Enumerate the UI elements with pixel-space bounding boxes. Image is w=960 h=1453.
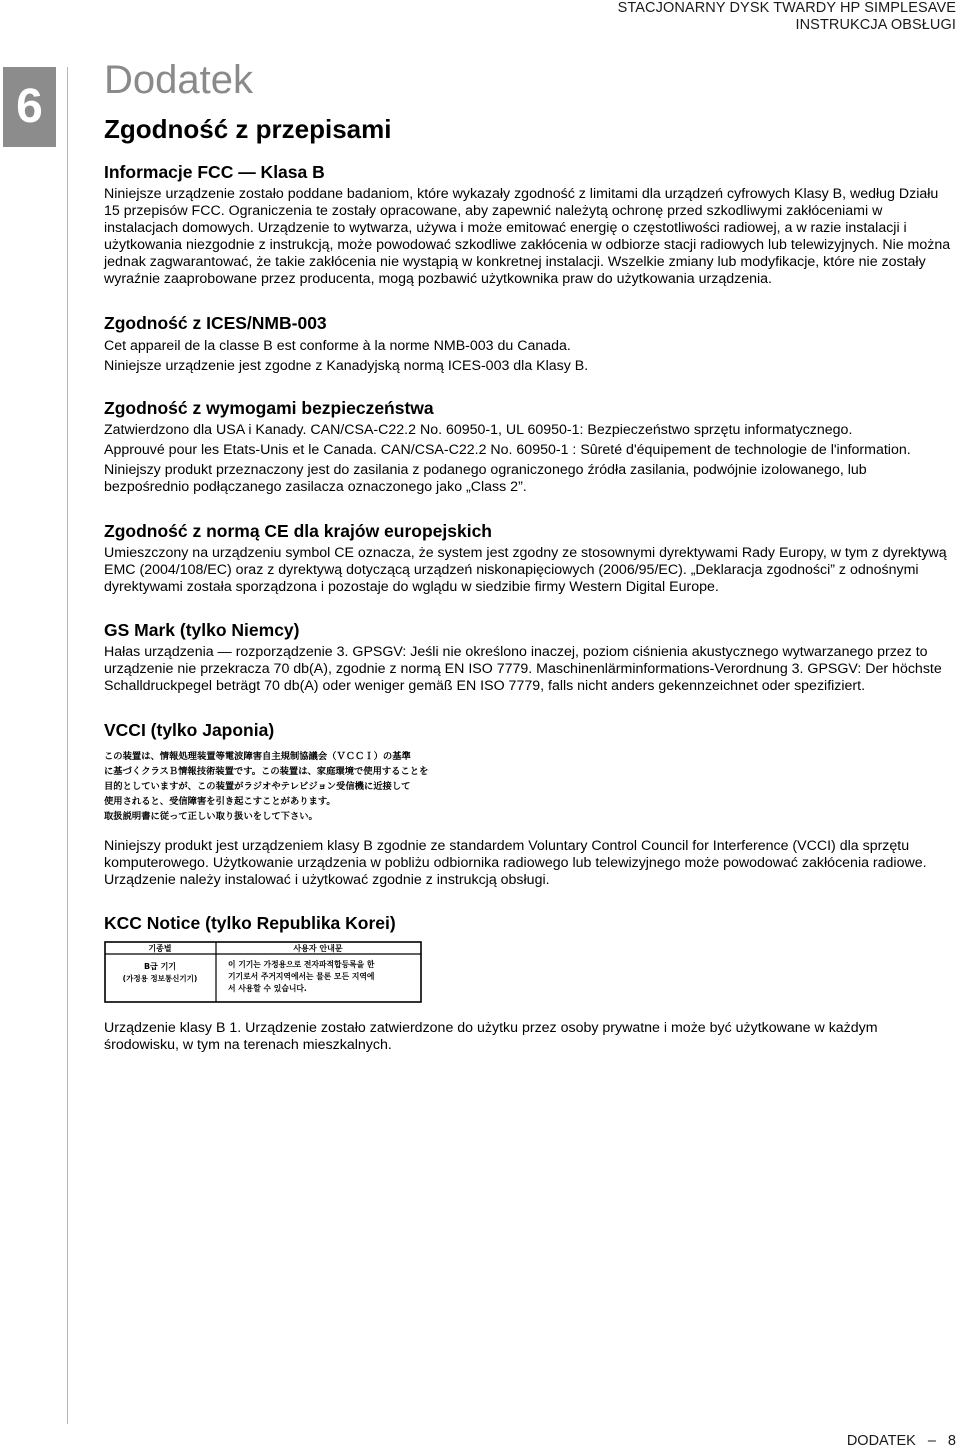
vcci-line-4: 使用されると、受信障害を引き起こすことがあります。 xyxy=(104,796,336,807)
safety-paragraph-3: Niniejszy produkt przeznaczony jest do zasilania z podanego ograniczonego źródła zasilania, podwójnie izolowanego, lub bezpośrednio podłączanego zasilacza oznaczonego jako „Class 2”. xyxy=(104,462,867,495)
running-footer xyxy=(847,1433,960,1450)
kcc-notice-line-3: 서 사용할 수 있습니다. xyxy=(228,984,307,993)
kcc-paragraph: Urządzenie klasy B 1. Urządzenie zostało zatwierdzone do użytku przez osoby prywatne i może być użytkowane w każdym środowisku, w tym na terenach mieszkalnych. xyxy=(104,1020,878,1053)
vcci-line-1: この装置は、情報処理装置等電波障害自主規制協議会（ＶＣＣＩ）の基準 xyxy=(104,751,411,762)
kcc-col-header-1: 기종별 xyxy=(148,944,172,953)
chapter-title: Dodatek xyxy=(104,58,253,102)
kcc-notice-table xyxy=(104,941,954,1008)
chapter-number-tab xyxy=(3,67,56,147)
ices-paragraph-fr: Cet appareil de la classe B est conforme à la norme NMB-003 du Canada. xyxy=(104,338,571,354)
running-header xyxy=(618,0,956,34)
gs-paragraph: Hałas urządzenia — rozporządzenie 3. GPSGV: Jeśli nie określono inaczej, poziom ciśnienia akustycznego wytwarzanego przez to urządzenie nie przekracza 70 db(A), zgodnie z normą EN ISO 7779. Maschinenlärminformations-Verordnung 3. GPSGV: Der höchste Schalldruckpegel beträgt 70 db(A) oder weniger gemäß EN ISO 7779, falls nicht anders gekennzeichnet oder spezifiziert. xyxy=(104,644,942,694)
fcc-paragraph: Niniejsze urządzenie zostało poddane badaniom, które wykazały zgodność z limitami dla urządzeń cyfrowych Klasy B, według Działu 15 przepisów FCC. Ograniczenia te zostały opracowane, aby zapewnić należytą ochronę przed szkodliwymi zakłóceniami w instalacjach domowych. Urządzenie to wytwarza, używa i może emitować energię o częstotliwości radiowej, a w razie instalacji i użytkowania niezgodnie z instrukcją, może powodować szkodliwe zakłócenia w odbiorze stacji radiowych lub telewizyjnych. Nie można jednak zagwarantować, że takie zakłócenia nie wystąpią w konkretnej instalacji. Wszelkie zmiany lub modyfikacje, które nie zostały wyraźnie zaaprobowane przez producenta, mogą pozbawić użytkownika praw do użytkowania urządzenia. xyxy=(104,186,951,287)
vcci-line-5: 取扱説明書に従って正しい取り扱いをして下さい。 xyxy=(104,811,318,822)
vcci-heading: VCCI (tylko Japonia) xyxy=(104,720,275,740)
ices-heading: Zgodność z ICES/NMB-003 xyxy=(104,313,327,333)
vcci-line-2: に基づくクラスＢ情報技術装置です。この装置は、家庭環境で使用することを xyxy=(104,766,429,777)
safety-paragraph-1: Zatwierdzono dla USA i Kanady. CAN/CSA-C22.2 No. 60950-1, UL 60950-1: Bezpieczeństwo sprzętu informatycznego. xyxy=(104,422,853,438)
safety-paragraph-2: Approuvé pour les Etats-Unis et le Canada. CAN/CSA-C22.2 No. 60950-1 : Sûreté d'équipement de technologie de l'information. xyxy=(104,442,911,458)
kcc-col-header-2: 사용자 안내문 xyxy=(293,944,343,953)
fcc-heading: Informacje FCC — Klasa B xyxy=(104,162,325,182)
kcc-notice-line-2: 기기로서 주거지역에서는 물론 모든 지역에 xyxy=(228,972,375,981)
kcc-class-label: B급 기기 xyxy=(143,962,177,971)
section-title: Zgodność z przepisami xyxy=(104,114,392,144)
footer-separator: – xyxy=(927,1433,936,1449)
kcc-notice-line-1: 이 기기는 가정용으로 전자파적합등록을 한 xyxy=(228,960,375,969)
header-doc-type: INSTRUKCJA OBSŁUGI xyxy=(795,17,956,33)
safety-heading: Zgodność z wymogami bezpieczeństwa xyxy=(104,398,434,418)
ices-paragraph-pl: Niniejsze urządzenie jest zgodne z Kanadyjską normą ICES-003 dla Klasy B. xyxy=(104,358,589,374)
ce-paragraph: Umieszczony na urządzeniu symbol CE oznacza, że system jest zgodny ze stosownymi dyrektywami Rady Europy, w tym z dyrektywą EMC (2004/108/EC) oraz z dyrektywą dotyczącą urządzeń niskonapięciowych (2006/95/EC). „Deklaracja zgodności” z odnośnymi dyrektywami została sporządzona i pozostaje do wglądu w siedzibie firmy Western Digital Europe. xyxy=(104,545,947,595)
vcci-japanese-text xyxy=(104,747,439,825)
margin-rule xyxy=(67,67,68,1424)
header-product: STACJONARNY DYSK TWARDY HP SIMPLESAVE xyxy=(617,0,956,16)
vcci-notice-image xyxy=(104,747,954,830)
page-number: 8 xyxy=(947,1433,956,1449)
footer-section: DODATEK xyxy=(846,1433,916,1449)
kcc-heading: KCC Notice (tylko Republika Korei) xyxy=(104,913,396,933)
vcci-line-3: 目的としていますが、この装置がラジオやテレビジョン受信機に近接して xyxy=(104,781,411,792)
page-body xyxy=(104,56,954,1054)
vcci-paragraph: Niniejszy produkt jest urządzeniem klasy B zgodnie ze standardem Voluntary Control Council for Interference (VCCI) dla sprzętu komputerowego. Użytkowanie urządzenia w pobliżu odbiornika radiowego lub telewizyjnego może powodować zakłócenia radiowe. Urządzenie należy instalować i użytkować zgodnie z instrukcją obsługi. xyxy=(104,838,927,888)
kcc-class-sublabel: (가정용 정보통신기기) xyxy=(122,974,198,983)
gs-heading: GS Mark (tylko Niemcy) xyxy=(104,620,300,640)
ce-heading: Zgodność z normą CE dla krajów europejskich xyxy=(104,521,492,541)
kcc-table-graphic xyxy=(104,941,422,1003)
chapter-number: 6 xyxy=(16,80,43,133)
